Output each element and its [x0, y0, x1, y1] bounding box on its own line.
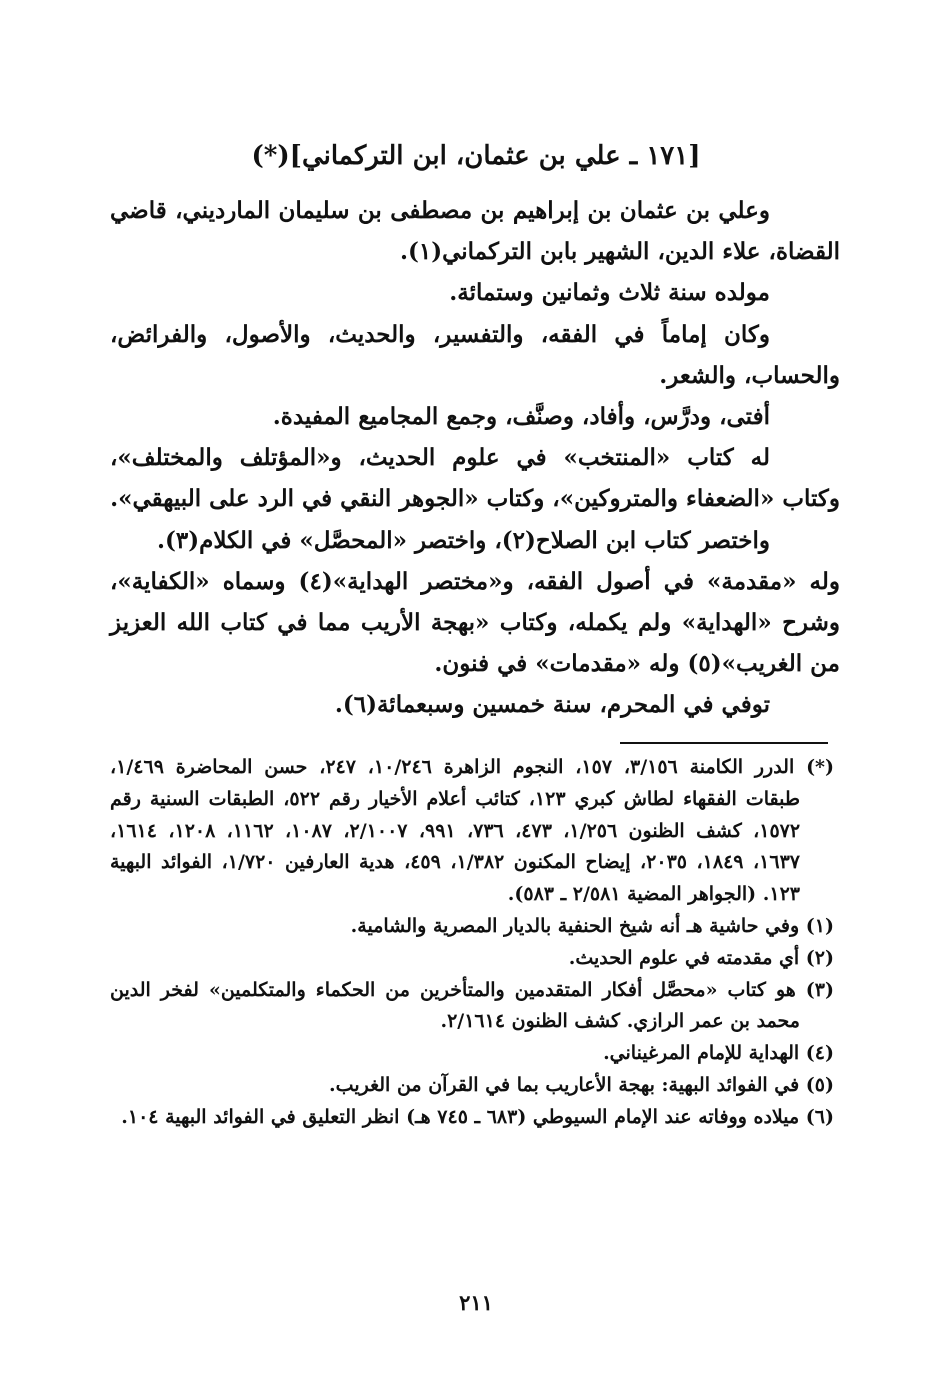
paragraph-birth: مولده سنة ثلاث وثمانين وستمائة.	[449, 279, 770, 307]
footnote-2: (٢) أي مقدمته في علوم الحديث.	[568, 946, 834, 969]
footnotes	[110, 752, 834, 1134]
paragraph-death: توفي في المحرم، سنة خمسين وسبعمائة(٦).	[334, 691, 770, 719]
footnote-3: (٣) هو كتاب «محصَّل أفكار المتقدمين والمتأخرين من الحكماء والمتكلمين» لفخر الدين محمد بن عمر الرازي. كشف الظنون ٢/١٦١٤.	[110, 978, 834, 1033]
paragraph-more-books: وله «مقدمة» في أصول الفقه، و«مختصر الهداية»(٤) وسماه «الكفاية»، وشرح «الهداية» ولم يكمله، وكتاب «بهجة الأريب مما في كتاب الله العزيز من الغريب»(٥) وله «مقدمات» في فنون.	[110, 567, 840, 678]
page-number: ٢١١	[459, 1290, 493, 1315]
entry-body	[110, 190, 840, 726]
paragraph-expertise: وكان إماماً في الفقه، والتفسير، والحديث، والأصول، والفرائض، والحساب، والشعر.	[110, 320, 840, 389]
paragraph-books: له كتاب «المنتخب» في علوم الحديث، و«المؤتلف والمختلف»، وكتاب «الضعفاء والمتروكين»، وكتاب «الجوهر النقي في الرد على البيهقي».	[110, 444, 840, 513]
paragraph-lineage: وعلي بن عثمان بن إبراهيم بن مصطفى بن سليمان المارديني، قاضي القضاة، علاء الدين، الشهير بابن التركماني(١).	[110, 197, 840, 266]
paragraph-activities: أفتى، ودرَّس، وأفاد، وصنَّف، وجمع المجاميع المفيدة.	[272, 403, 770, 431]
footnote-6: (٦) ميلاده ووفاته عند الإمام السيوطي (٦٨٣ ـ ٧٤٥ هـ) انظر التعليق في الفوائد البهية ١٠٤.	[121, 1105, 834, 1128]
footnote-1: (١) وفي حاشية هـ أنه شيخ الحنفية بالديار المصرية والشامية.	[350, 914, 834, 937]
footnote-sources: (*) الدرر الكامنة ٣/١٥٦، ١٥٧، النجوم الزاهرة ١٠/٢٤٦، ٢٤٧، حسن المحاضرة ١/٤٦٩، طبقات الفقهاء لطاش كبري ١٢٣، كتائب أعلام الأخيار رقم ٥٢٢، الطبقات السنية رقم ١٥٧٢، كشف الظنون ١/٢٥٦، ٤٧٣، ٧٣٦، ٩٩١، ٢/١٠٠٧، ١٠٨٧، ١١٦٢، ١٢٠٨، ١٦١٤، ١٦٣٧، ١٨٤٩، ٢٠٣٥، إيضاح المكنون ١/٣٨٢، ٤٥٩، هدية العارفين ١/٧٢٠، الفوائد البهية ١٢٣. (الجواهر المضية ٢/٥٨١ ـ ٥٨٣).	[110, 756, 834, 906]
footnote-5: (٥) في الفوائد البهية: بهجة الأعاريب بما في القرآن من الغريب.	[329, 1073, 834, 1096]
footnote-divider	[620, 742, 828, 744]
paragraph-abridgments: واختصر كتاب ابن الصلاح(٢)، واختصر «المحصَّل» في الكلام(٣).	[157, 526, 770, 554]
footnote-4: (٤) الهداية للإمام المرغيناني.	[603, 1042, 834, 1065]
entry-title: [١٧١ ـ علي بن عثمان، ابن التركماني](*)	[251, 141, 701, 171]
